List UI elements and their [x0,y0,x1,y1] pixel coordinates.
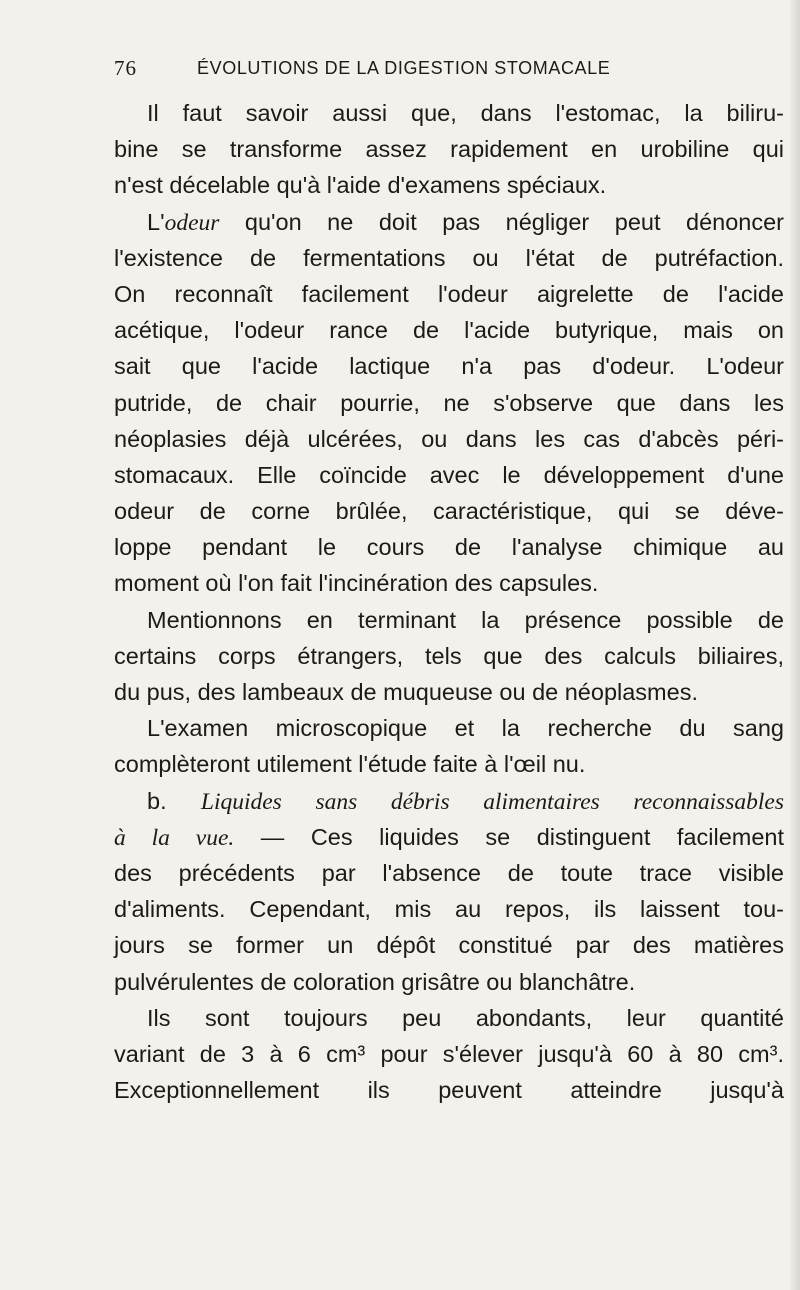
text-segment: loppe pendant le cours de l'analyse chimique au [114,534,784,561]
text-line [114,927,784,963]
page-edge [790,0,800,1290]
text-segment: odeur de corne brûlée, caractéristique, qui se déve- [114,498,784,525]
text-segment: L' [147,208,165,235]
text-segment: variant de 3 à 6 cm³ pour s'élever jusqu'à 60 à 80 cm³. [114,1040,784,1067]
text-line [114,819,784,855]
text-line [114,746,784,782]
text-line [114,276,784,312]
text-segment: acétique, l'odeur rance de l'acide butyrique, mais on [114,317,784,344]
body-text [114,95,784,1108]
text-line [114,529,784,565]
text-segment: pulvérulentes de coloration grisâtre ou blanchâtre. [114,968,636,995]
running-header [114,56,794,86]
text-segment: d'aliments. Cependant, mis au repos, ils laissent tou- [114,896,784,923]
page-number: 76 [114,56,137,80]
text-segment: certains corps étrangers, tels que des calculs biliaires, [114,642,784,669]
text-segment: du pus, des lambeaux de muqueuse ou de néoplasmes. [114,679,698,705]
text-line [114,855,784,891]
text-line [114,95,784,131]
text-line [114,964,784,1000]
text-line [114,240,784,276]
text-segment: sait que l'acide lactique n'a pas d'odeur. L'odeur [114,353,784,380]
italic-text: à la vue. [114,824,235,851]
text-line [114,638,784,674]
text-segment: n'est décelable qu'à l'aide d'examens spéciaux. [114,172,607,199]
running-title: ÉVOLUTIONS DE LA DIGESTION STOMACALE [197,58,611,78]
text-line [114,131,784,167]
text-line [114,891,784,927]
text-segment: jours se former un dépôt constitué par des matières [114,932,784,959]
italic-text: odeur [164,209,220,236]
text-segment: complèteront utilement l'étude faite à l'œil nu. [114,751,586,778]
text-line [114,312,784,348]
text-line [114,348,784,384]
text-line [114,1072,784,1108]
text-segment: qu'on ne doit pas négliger peut dénoncer [219,208,784,235]
text-line [114,167,784,203]
text-segment: L'examen microscopique et la recherche du sang [147,715,784,742]
text-line [114,457,784,493]
text-segment: b. [147,787,201,814]
text-segment: Ils sont toujours peu abondants, leur quantité [147,1004,784,1031]
text-line [114,674,784,710]
text-segment: putride, de chair pourrie, ne s'observe que dans les [114,389,784,416]
text-line [114,602,784,638]
text-segment: des précédents par l'absence de toute trace visible [114,859,784,886]
text-line [114,1000,784,1036]
text-segment: Exceptionnellement ils peuvent atteindre jusqu'à [114,1077,784,1104]
text-line [114,565,784,601]
text-line [114,204,784,240]
text-line [114,710,784,746]
text-segment: moment où l'on fait l'incinération des capsules. [114,570,599,597]
text-segment: — Ces liquides se distinguent facilement [234,823,785,850]
text-segment: bine se transforme assez rapidement en urobiline qui [114,136,784,163]
text-line [114,493,784,529]
text-line [114,1036,784,1072]
text-segment: stomacaux. Elle coïncide avec le développement d'une [114,461,784,488]
italic-text: Liquides sans débris alimentaires reconnaissables [200,788,784,815]
text-segment: l'existence de fermentations ou l'état de putréfaction. [114,244,784,271]
text-segment: On reconnaît facilement l'odeur aigrelette de l'acide [114,280,784,307]
text-segment: Mentionnons en terminant la présence possible de [147,606,784,633]
text-segment: Il faut savoir aussi que, dans l'estomac, la biliru- [147,100,784,126]
text-segment: néoplasies déjà ulcérées, ou dans les cas d'abcès péri- [114,425,784,452]
text-line [114,783,784,819]
text-line [114,385,784,421]
text-line [114,421,784,457]
